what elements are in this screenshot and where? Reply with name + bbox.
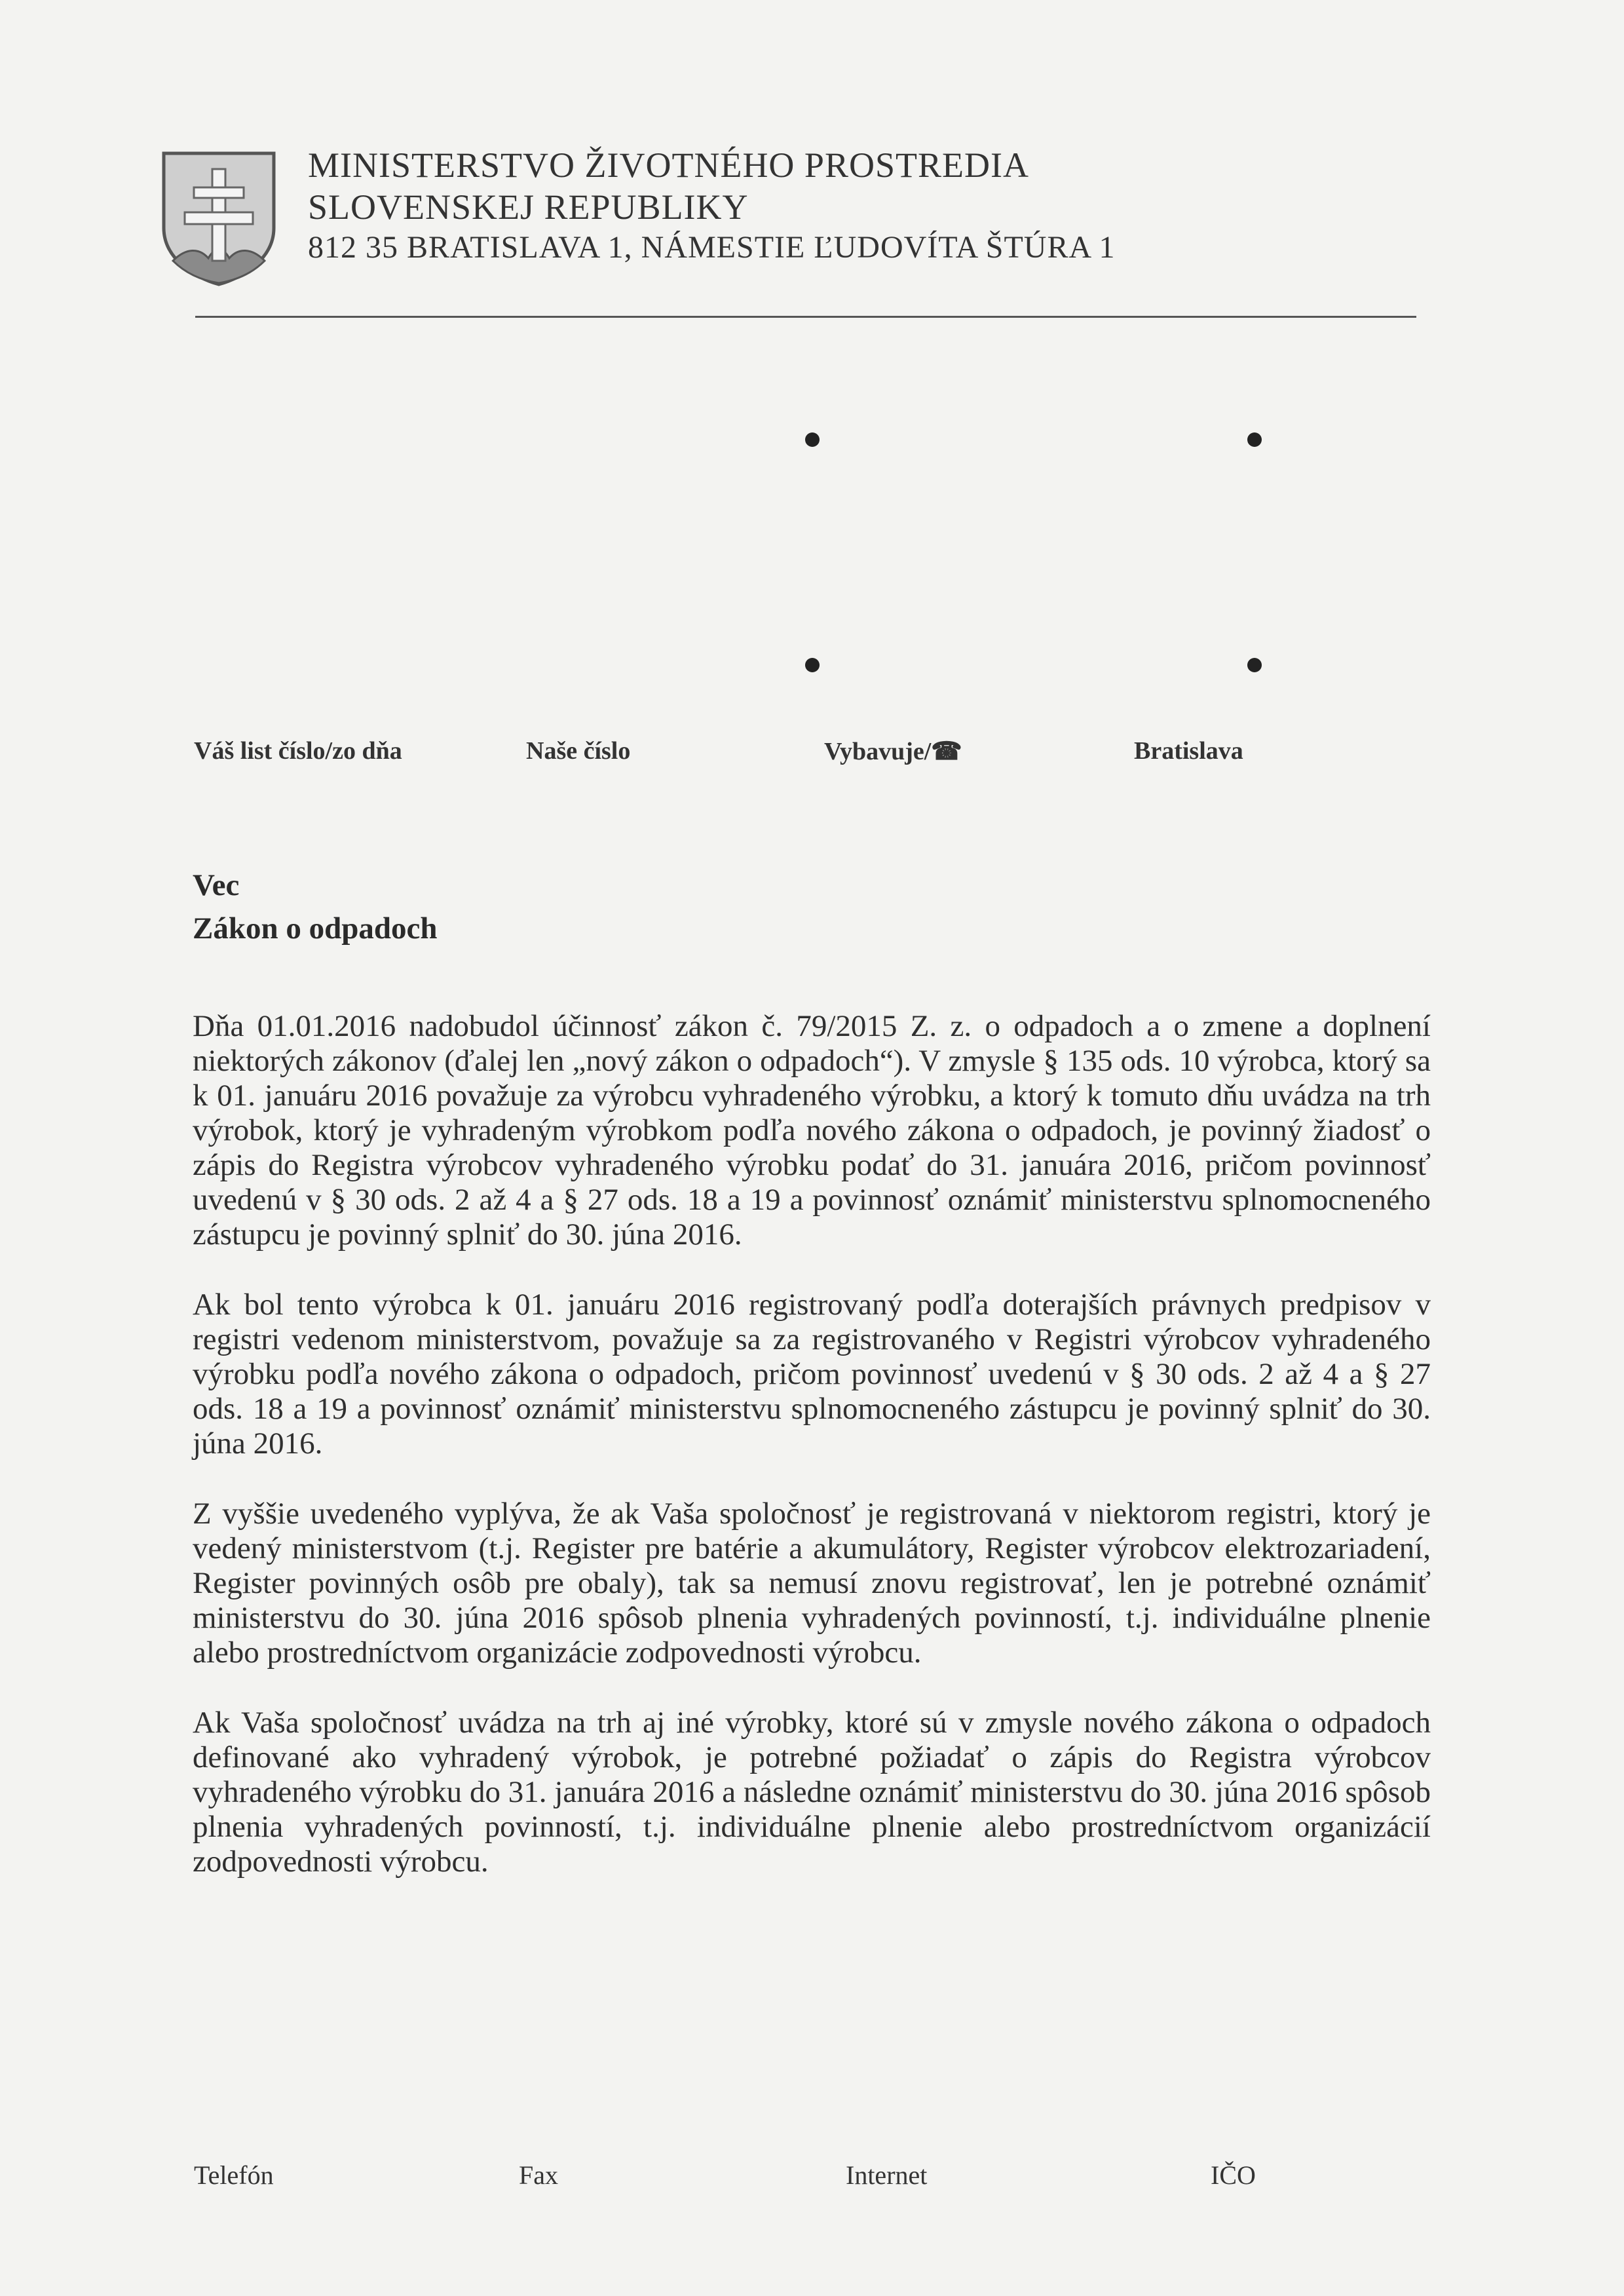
address-window-mark-bottom-right — [1247, 658, 1262, 672]
footer-internet: Internet — [846, 2160, 928, 2190]
body-paragraph: Dňa 01.01.2016 nadobudol účinnosť zákon č. 79/2015 Z. z. o odpadoch a o zmene a doplnení niektorých zákonov (ďalej len „nový zákon o odpadoch“). V zmysle § 135 ods. 10 výrobca, ktorý sa k 01. januáru 2016 považuje za výrobcu vyhradeného výrobku, a ktorý k tomuto dňu uvádza na trh výrobok, ktorý je vyhradeným výrobkom podľa nového zákona o odpadoch, je povinný žiadosť o zápis do Registra výrobcov vyhradeného výrobku podať do 31. januára 2016, pričom povinnosť uvedenú v § 30 ods. 2 až 4 a § 27 ods. 18 a 19 a povinnosť oznámiť ministerstvu splnomocneného zástupcu je povinný splniť do 30. júna 2016. — [193, 1009, 1431, 1252]
ministry-header — [308, 144, 1115, 267]
ref-our-number: Naše číslo — [526, 737, 631, 765]
subject-label: Vec — [193, 868, 240, 902]
address-window-mark-top-right — [1247, 432, 1262, 447]
body-paragraph: Ak Vaša spoločnosť uvádza na trh aj iné výrobky, ktoré sú v zmysle nového zákona o odpadoch definované ako vyhradený výrobok, je potrebné požiadať o zápis do Registra výrobcov vyhradeného výrobku do 31. januára 2016 a následne oznámiť ministerstvu do 30. júna 2016 spôsob plnenia vyhradených povinností, t.j. individuálne plnenie alebo prostredníctvom organizácií zodpovednosti výrobcu. — [193, 1706, 1431, 1879]
ref-city: Bratislava — [1134, 737, 1243, 765]
ref-handled-by: Vybavuje/☎ — [824, 738, 962, 765]
address-window-mark-top-left — [805, 432, 820, 447]
ref-your-letter: Váš list číslo/zo dňa — [194, 737, 402, 765]
body-paragraph: Ak bol tento výrobca k 01. januáru 2016 registrovaný podľa doterajších právnych predpisov v registri vedenom ministerstvom, považuje sa za registrovaného v Registri výrobcov vyhradeného výrobku podľa nového zákona o odpadoch, pričom povinnosť uvedenú v § 30 ods. 2 až 4 a § 27 ods. 18 a 19 a povinnosť oznámiť ministerstvu splnomocneného zástupcu je povinný splniť do 30. júna 2016. — [193, 1288, 1431, 1461]
subject-title: Zákon o odpadoch — [193, 911, 438, 946]
footer-ico: IČO — [1211, 2160, 1256, 2190]
ministry-address: 812 35 BRATISLAVA 1, NÁMESTIE ĽUDOVÍTA ŠTÚRA 1 — [308, 230, 1116, 265]
body-paragraph: Z vyššie uvedeného vyplýva, že ak Vaša spoločnosť je registrovaná v niektorom registri, ktorý je vedený ministerstvom (t.j. Register pre batérie a akumulátory, Register výrobcov elektrozariadení, Register povinných osôb pre obaly), tak sa nemusí znovu registrovať, len je potrebné oznámiť ministerstvu do 30. júna 2016 spôsob plnenia vyhradených povinností, t.j. individuálne plnenie alebo prostredníctvom organizácie zodpovednosti výrobcu. — [193, 1497, 1431, 1670]
subject-block — [193, 864, 438, 950]
letter-body — [193, 1009, 1431, 1915]
footer-phone: Telefón — [194, 2160, 274, 2190]
header-divider — [195, 316, 1416, 318]
ministry-name-line1: MINISTERSTVO ŽIVOTNÉHO PROSTREDIA — [308, 145, 1029, 185]
address-window-mark-bottom-left — [805, 658, 820, 672]
ministry-name-line2: SLOVENSKEJ REPUBLIKY — [308, 187, 749, 227]
slovak-coat-of-arms-icon — [160, 149, 278, 287]
footer-fax: Fax — [519, 2160, 558, 2190]
